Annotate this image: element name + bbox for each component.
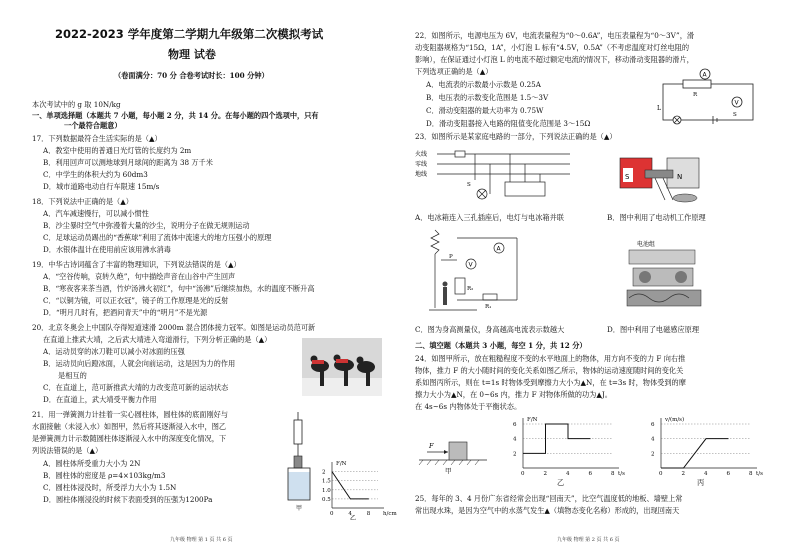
x-tick-label: 4 xyxy=(566,471,570,477)
q21-stem-3: 是弹簧测力计示数随圆柱体逐渐浸入水中的深度变化情况，下 xyxy=(32,434,227,443)
q20-option-c: C．在直道上，范可新推武大靖的力改变范可新的运动状态 xyxy=(43,383,229,392)
q18-option-b: B．沙尘暴时空气中弥漫着大量的沙尘，说明分子在做无规则运动 xyxy=(43,221,250,230)
motor-principle-picture xyxy=(615,148,705,206)
q17-option-c: C．中学生的体积大约为 60dm3 xyxy=(43,170,148,179)
q23-option-d: D．图中利用了电磁感应原理 xyxy=(607,325,700,334)
svg-text:A: A xyxy=(702,71,707,79)
q19-option-d: D．“明月几时有，把酒问青天”中的“明月”不是光源 xyxy=(43,308,208,317)
y-tick-label: 0.5 xyxy=(322,496,331,503)
q18-option-d: D．水银体温计在使用前应该用沸水消毒 xyxy=(43,245,171,254)
q19-option-c: C．“以铜为镜，可以正衣冠”，镜子的工作原理是光的反射 xyxy=(43,296,229,305)
q20-option-d: D．在直道上，武大靖受平衡力作用 xyxy=(43,395,157,404)
neutral-wire-label: 零线 xyxy=(415,161,428,168)
q20-stem: 20．北京冬奥会上中国队夺得短道速滑 2000m 混合团体接力冠军。如图是运动员范可新 xyxy=(32,323,316,332)
y-tick-label: 2 xyxy=(651,451,655,458)
y-axis-label: F/N xyxy=(336,461,347,467)
svg-text:S: S xyxy=(625,173,630,181)
q23-option-a: A．电冰箱连入三孔插座后，电灯与电冰箱并联 xyxy=(415,213,564,222)
q22-stem-3: 影响），在保证通过小灯泡 L 的电流不超过额定电流的情况下，移动滑动变阻器的滑片， xyxy=(415,55,694,64)
q21-option-b: B．圆柱体的密度是 ρ=4×103kg/m3 xyxy=(43,471,166,480)
section1-heading-cont: 一个最符合题意） xyxy=(64,121,122,130)
svg-text:V: V xyxy=(734,99,739,107)
y-tick-label: 6 xyxy=(651,422,655,428)
svg-text:N: N xyxy=(677,173,683,181)
x-tick-label: 2 xyxy=(543,471,547,477)
q21-fig-yi-label: 乙 xyxy=(350,515,357,522)
q24-fig-bing-label: 丙 xyxy=(697,478,705,487)
exam-info: （卷面满分：70 分 合卷考试时长：100 分钟） xyxy=(114,71,269,80)
q17-option-b: B．利用回声可以测地球到月球间的距离为 38 万千米 xyxy=(43,158,213,167)
velocity-time-chart xyxy=(647,410,765,478)
exam-title: 2022-2023 学年度第二学期九年级第二次模拟考试 xyxy=(55,27,324,41)
q17-stem: 17．下列数据最符合生活实际的是（▲） xyxy=(32,134,162,143)
y-tick-label: 4 xyxy=(651,436,655,443)
q19-option-a: A．“空谷传响，哀转久绝”，句中描绘声音在山谷中产生回声 xyxy=(43,272,236,281)
q19-stem: 19．中华古诗词蕴含了丰富的物理知识，下列说法错误的是（▲） xyxy=(32,260,241,269)
q20-option-a: A．运动员穿的冰刀鞋可以减小对冰面的压强 xyxy=(43,347,185,356)
svg-text:P: P xyxy=(449,254,453,260)
q24-stem-5: 在 4s~6s 内物体处于平衡状态。 xyxy=(415,402,522,411)
right-page xyxy=(397,0,794,550)
svg-text:R₁: R₁ xyxy=(485,304,492,310)
q25-stem: 25．每年的 3、4 月份广东省经常会出现“回南天”，比空气温度低的地板、墙壁上常 xyxy=(415,494,683,503)
x-axis-label: h/cm xyxy=(383,511,397,517)
section2-heading: 二、填空题（本题共 3 小题，每空 1 分，共 12 分） xyxy=(415,341,587,350)
q21-stem-4: 列说法错误的是（▲） xyxy=(32,446,103,455)
x-tick-label: 8 xyxy=(611,471,615,477)
q24-fig-jia xyxy=(417,428,489,474)
y-tick-label: 1.5 xyxy=(322,478,331,485)
svg-text:L: L xyxy=(657,105,661,112)
q21-fig-jia-label: 甲 xyxy=(296,505,303,512)
q22-stem: 22．如图所示，电源电压为 6V，电流表量程为“0～0.6A”，电压表量程为“0～3V”，滑 xyxy=(415,31,695,40)
q23-option-c: C．图为身高测量仪，身高越高电流表示数越大 xyxy=(415,325,565,334)
svg-text:R₂: R₂ xyxy=(467,286,474,292)
q22-option-a: A．电流表的示数最小示数是 0.25A xyxy=(426,80,541,89)
svg-text:S: S xyxy=(733,112,737,118)
svg-text:S: S xyxy=(467,182,471,188)
q18-stem: 18．下列说法中正确的是（▲） xyxy=(32,197,133,206)
svg-text:R: R xyxy=(693,92,698,98)
x-tick-label: 8 xyxy=(749,471,753,477)
q24-stem-3: 系如图丙所示，则在 t=1s 时物体受到摩擦力大小为▲N，在 t=3s 时，物体受到的摩 xyxy=(415,378,686,387)
right-footer: 九年级 物理 第 2 页 共 6 页 xyxy=(557,537,620,543)
q24-stem: 24．如图甲所示，放在粗糙程度不变的水平地面上的物体，用方向不变的力 F 向右推 xyxy=(415,354,686,363)
q21-figure xyxy=(288,410,397,522)
q22-circuit-diagram xyxy=(653,66,763,126)
x-tick-label: 0 xyxy=(330,511,334,517)
height-meter-diagram xyxy=(427,228,527,316)
q23-option-b: B．图中利用了电动机工作原理 xyxy=(607,213,706,222)
relay-picture xyxy=(619,238,711,310)
x-tick-label: 4 xyxy=(348,511,352,517)
q21-option-d: D．圆柱体刚浸没的时候下表面受到的压强为1200Pa xyxy=(43,495,213,504)
q24-stem-4: 擦力大小为▲N，在 0~6s 内，推力 F 对物体所做的功为▲J。 xyxy=(415,390,612,399)
q18-option-c: C．足球运动员踢出的“香蕉球”利用了流体中流速大的地方压强小的原理 xyxy=(43,233,272,242)
y-tick-label: 2 xyxy=(513,451,517,458)
section1-heading: 一、单项选择题（本题共 7 小题，每小题 2 分，共 14 分。在每小题的四个选项中，只有 xyxy=(32,111,319,120)
q20-option-b: B．运动员向后蹬冰面，人就会向前运动，这是因为力的作用 xyxy=(43,359,236,368)
x-tick-label: 0 xyxy=(659,471,663,477)
x-tick-label: 6 xyxy=(588,471,592,477)
q17-option-a: A．教室中使用的普通日光灯管的长度约为 2m xyxy=(43,146,192,155)
q25-stem-2: 常出现水珠，是因为空气中的水蒸气发生▲（填物态变化名称）形成的，出现回南天 xyxy=(415,506,680,515)
ground-wire-label: 地线 xyxy=(415,171,428,178)
svg-text:电池组: 电池组 xyxy=(637,241,656,248)
y-tick-label: 1.0 xyxy=(322,487,331,494)
q19-option-b: B．“寒夜客来茶当酒，竹炉汤沸火初红”，句中“汤沸”后继续加热，水的温度不断升高 xyxy=(43,284,315,293)
q21-option-c: C．圆柱体浸没时，所受浮力大小为 1.5N xyxy=(43,483,177,492)
x-tick-label: 6 xyxy=(726,471,730,477)
y-tick-label: 2 xyxy=(322,469,326,476)
svg-text:V: V xyxy=(468,261,473,269)
live-wire-label: 火线 xyxy=(415,151,428,158)
x-tick-label: 2 xyxy=(681,471,685,477)
q21-graph xyxy=(322,461,397,517)
q21-stem: 21．用一弹簧测力计挂着一实心圆柱体，圆柱体的底面刚好与 xyxy=(32,410,229,419)
y-axis-label: v/(m/s) xyxy=(665,417,685,423)
q22-option-c: C．滑动变阻器的最大功率为 0.75W xyxy=(426,106,544,115)
g-note: 本次考试中的 g 取 10N/kg xyxy=(32,100,121,109)
q22-stem-2: 动变阻器规格为“15Ω，1A”，小灯泡 L 标有“4.5V，0.5A”（不考虑温度对灯丝电阻的 xyxy=(415,43,690,52)
q20-stem-cont: 在直道上推武大靖，之后武大靖进入弯道滑行，下列分析正确的是（▲） xyxy=(43,335,272,344)
q24-stem-2: 物体，推力 F 的大小随时间的变化关系如图乙所示，物体的运动速度随时间的变化关 xyxy=(415,366,684,375)
svg-text:F: F xyxy=(429,442,434,450)
q24-fig-jia-label: 甲 xyxy=(445,467,452,475)
household-circuit-diagram xyxy=(415,148,575,204)
y-tick-label: 6 xyxy=(513,422,517,428)
q22-stem-4: 下列选项正确的是（▲） xyxy=(415,67,493,76)
x-axis-label: t/s xyxy=(756,471,763,477)
x-tick-label: 8 xyxy=(366,511,371,517)
speed-skater-photo xyxy=(302,338,382,396)
q23-stem: 23．如图所示是某家庭电路的一部分，下列说法正确的是（▲） xyxy=(415,132,617,141)
q18-option-a: A．汽车减速慢行，可以减小惯性 xyxy=(43,209,149,218)
left-footer: 九年级 物理 第 1 页 共 6 页 xyxy=(170,537,233,543)
x-tick-label: 0 xyxy=(521,471,525,477)
series-line xyxy=(332,472,369,499)
q22-option-d: D．滑动变阻器接入电路的阻值变化范围是 3～15Ω xyxy=(426,119,591,128)
q21-stem-2: 水面接触（未浸入水）如图甲，然后将其逐渐浸入水中，图乙 xyxy=(32,422,227,431)
y-axis-label: F/N xyxy=(527,417,538,423)
q20-option-b-cont: 是相互的 xyxy=(58,371,87,380)
x-tick-label: 4 xyxy=(704,471,708,477)
x-axis-label: t/s xyxy=(618,471,625,477)
svg-text:A: A xyxy=(496,245,501,253)
subject-title: 物理 试卷 xyxy=(168,48,216,61)
force-time-chart xyxy=(509,410,627,478)
q22-option-b: B．电压表的示数变化范围是 1.5～3V xyxy=(426,93,549,102)
y-tick-label: 4 xyxy=(513,436,517,443)
q24-fig-yi-label: 乙 xyxy=(557,478,565,487)
q17-option-d: D．城市道路电动自行车限速 15m/s xyxy=(43,182,160,191)
q21-option-a: A．圆柱体所受重力大小为 2N xyxy=(43,459,141,468)
